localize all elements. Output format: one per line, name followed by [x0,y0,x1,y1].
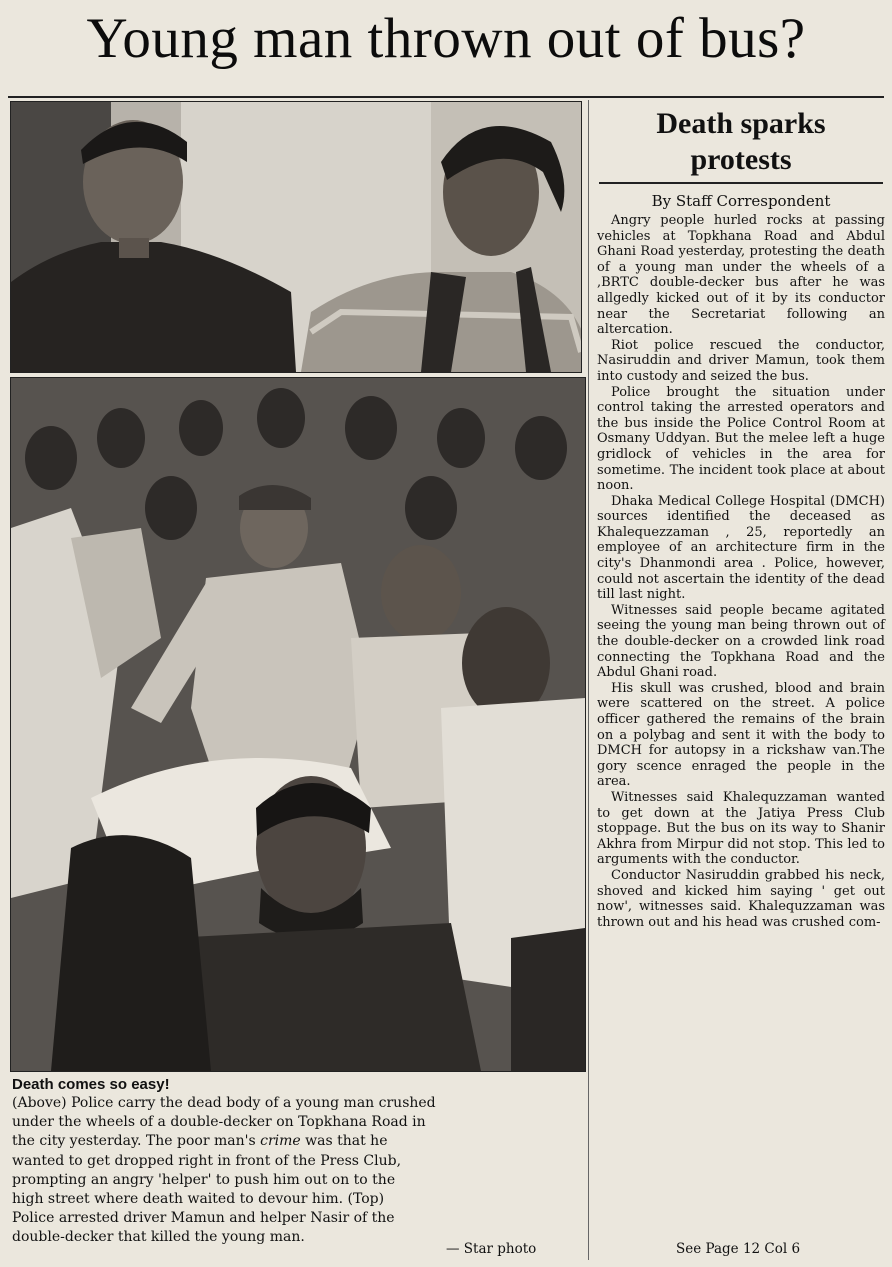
caption-emphasis: crime [260,1133,301,1150]
photo-top-image [11,102,581,372]
story-paragraph: Dhaka Medical College Hospital (DMCH) sources identified the deceased as Khalequezzaman , 25, reportedly an employee of an architecture firm in the city's Dhanmondi area . Police, however, could not ascertain the identity of the dead till last night. [597,493,885,603]
story-headline-line: protests [690,143,792,176]
caption-line: the city yesterday. The poor man's [12,1133,256,1150]
story-body [597,213,885,930]
caption-line: high street where death waited to devour him. (Top) [12,1191,385,1208]
caption-line: wanted to get dropped right in front of the Press Club, [12,1152,402,1169]
byline: By Staff Correspondent [651,192,831,210]
continued-jump: See Page 12 Col 6 [676,1241,801,1257]
story-paragraph: Witnesses said people became agitated seeing the young man being thrown out of the double-decker on a crowded link road connecting the Topkhana Road and the Abdul Ghani road. [597,602,885,681]
photo-credit: — Star photo [446,1241,537,1257]
caption-line: prompting an angry 'helper' to push him out on to the [12,1171,396,1188]
story-paragraph: Police brought the situation under control taking the arrested operators and the bus inside the Police Control Room at Osmany Uddyan. But the melee left a huge gridlock of vehicles in the area for sometime. The incident took place at about noon. [597,384,885,494]
story-column [597,100,885,930]
headline-rule [8,96,884,98]
caption-line: double-decker that killed the young man. [12,1229,305,1246]
story-rule [599,182,883,184]
caption-body [12,1094,580,1248]
headline: Young man thrown out of bus? [86,7,806,70]
caption-line: was that he [305,1133,388,1150]
story-paragraph: Witnesses said Khalequzzaman wanted to get down at the Jatiya Press Club stoppage. But the bus on its way to Shanir Akhra from Mirpur did not stop. This led to arguments with the conductor. [597,789,885,868]
photo-top [10,101,582,373]
caption-line: (Above) Police carry the dead body of a young man crushed [12,1095,436,1111]
story-headline [597,106,885,178]
story-paragraph: Riot police rescued the conductor, Nasiruddin and driver Mamun, took them into custody and seized the bus. [597,337,885,384]
story-paragraph: Conductor Nasiruddin grabbed his neck, shoved and kicked him saying ' get out now', witnesses said. Khalequzzaman was thrown out and his head was crushed com- [597,867,885,930]
photo-caption [12,1076,580,1248]
story-paragraph: His skull was crushed, blood and brain were scattered on the street. A police officer gathered the remains of the brain on a polybag and sent it with the body to DMCH for autopsy in a rickshaw van.The gory scence enraged the people in the area. [597,680,885,790]
caption-line: Police arrested driver Mamun and helper Nasir of the [12,1210,395,1227]
photo-main [10,377,586,1072]
caption-title: Death comes so easy! [12,1076,170,1093]
story-headline-line: Death sparks [656,107,826,140]
caption-line: under the wheels of a double-decker on Topkhana Road in [12,1114,426,1131]
story-paragraph: Angry people hurled rocks at passing vehicles at Topkhana Road and Abdul Ghani Road yesterday, protesting the death of a young man under the wheels of a ,BRTC double-decker bus after he was allgedly kicked out of it by its conductor near the Secretariat following an altercation. [597,213,885,338]
photo-main-image [11,378,585,1071]
column-rule [588,100,589,1260]
